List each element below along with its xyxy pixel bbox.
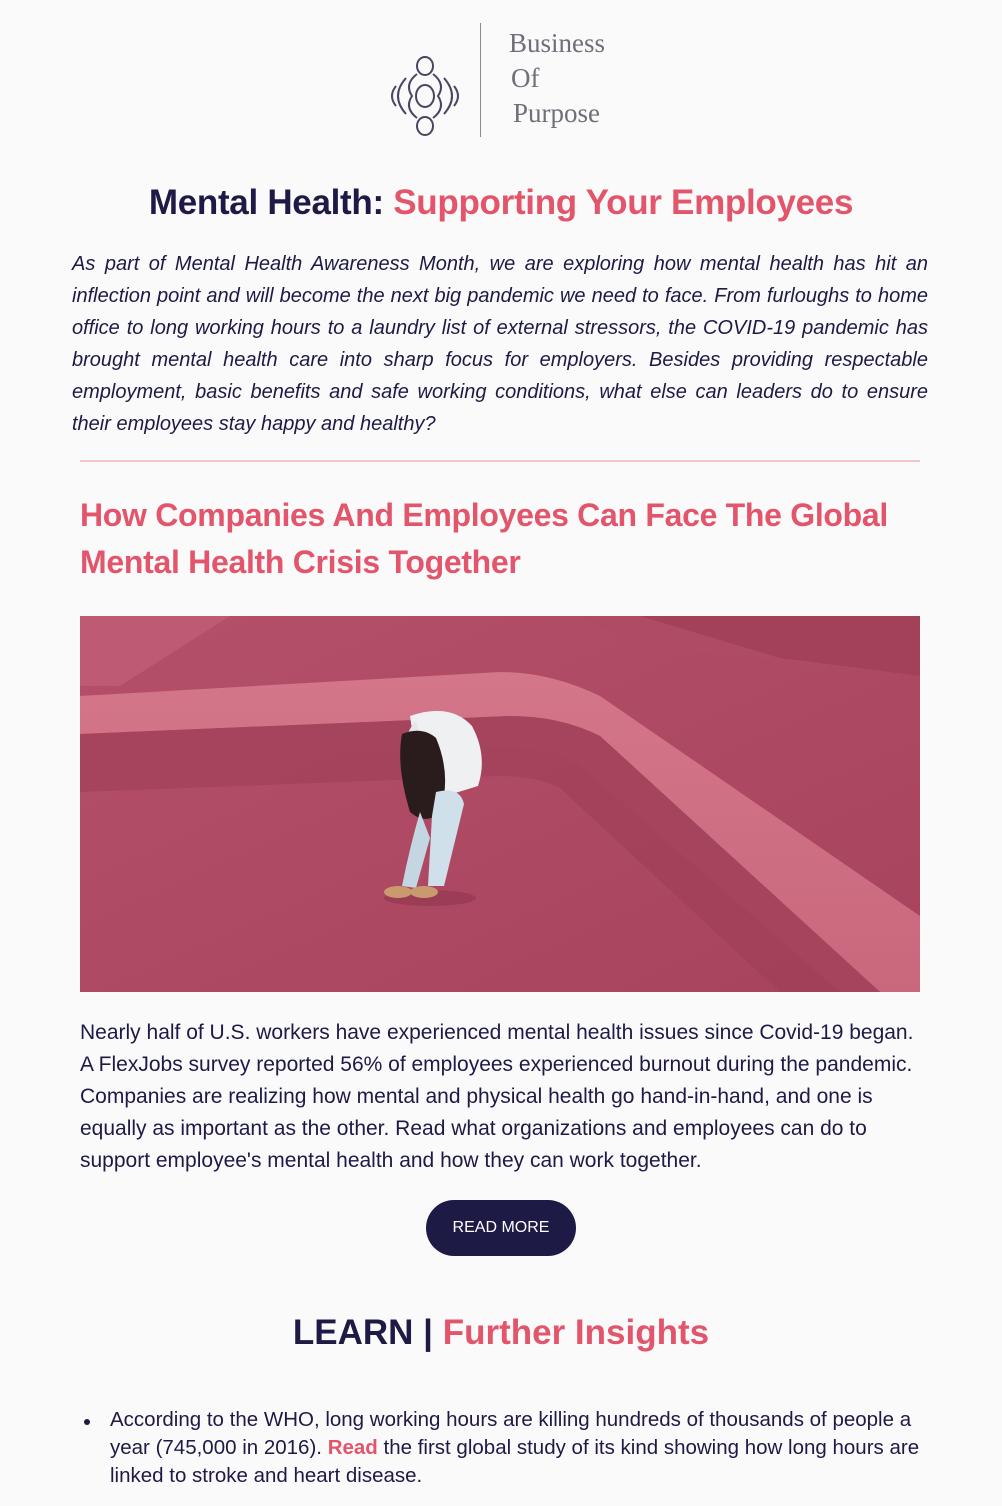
business-of-purpose-logo-icon: [384, 56, 466, 136]
learn-separator: |: [413, 1313, 443, 1352]
header: [0, 18, 1002, 143]
learn-label: LEARN: [292, 1313, 414, 1352]
brand-line-2: Of: [511, 63, 540, 93]
section-divider: [80, 460, 920, 462]
read-link[interactable]: Read: [327, 1436, 378, 1459]
insight-text-end: the first global study of its kind showing how long hours are linked to stroke and heart disease.: [110, 1436, 920, 1487]
insights-list: [80, 1406, 930, 1490]
article-title[interactable]: How Companies And Employees Can Face The Global Mental Health Crisis Together: [80, 497, 888, 580]
brand-line-3: Purpose: [513, 98, 600, 128]
article-summary: Nearly half of U.S. workers have experienced mental health issues since Covid-19 began. A FlexJobs survey reported 56% of employees experienced burnout during the pandemic. Companies are realizing how mental and physical health go hand-in-hand, and one is equally as important as the other. Read what organizations and employees can do to support employee's mental health and how they can work together.: [80, 1021, 914, 1172]
page-title-prefix: Mental Health:: [148, 183, 394, 222]
page-title-highlight: Supporting Your Employees: [393, 183, 854, 222]
learn-heading: [0, 1308, 1002, 1358]
woman-sitting-on-pink-maze-photo[interactable]: [80, 616, 920, 992]
intro-paragraph: As part of Mental Health Awareness Month, we are exploring how mental health has hit an inflection point and will become the next big pandemic we need to face. From furloughs to home office to long working hours to a laundry list of external stressors, the COVID-19 pandemic has brought mental health care into sharp focus for employers. Besides providing respectable employment, basic benefits and safe working conditions, what else can leaders do to ensure their employees stay happy and healthy?: [72, 253, 928, 435]
brand-name: [509, 26, 605, 131]
insight-text-start: According to the WHO, long working hours are killing hundreds of thousands of people a year (745,000 in 2016).: [110, 1408, 912, 1459]
further-insights-label: Further Insights: [442, 1313, 710, 1352]
bullet-icon: [84, 1419, 90, 1425]
brand-line-1: Business: [509, 28, 606, 58]
logo-divider: [480, 23, 481, 137]
read-more-button[interactable]: READ MORE: [426, 1200, 576, 1256]
page-title: [0, 180, 1002, 226]
list-item: [80, 1406, 930, 1490]
